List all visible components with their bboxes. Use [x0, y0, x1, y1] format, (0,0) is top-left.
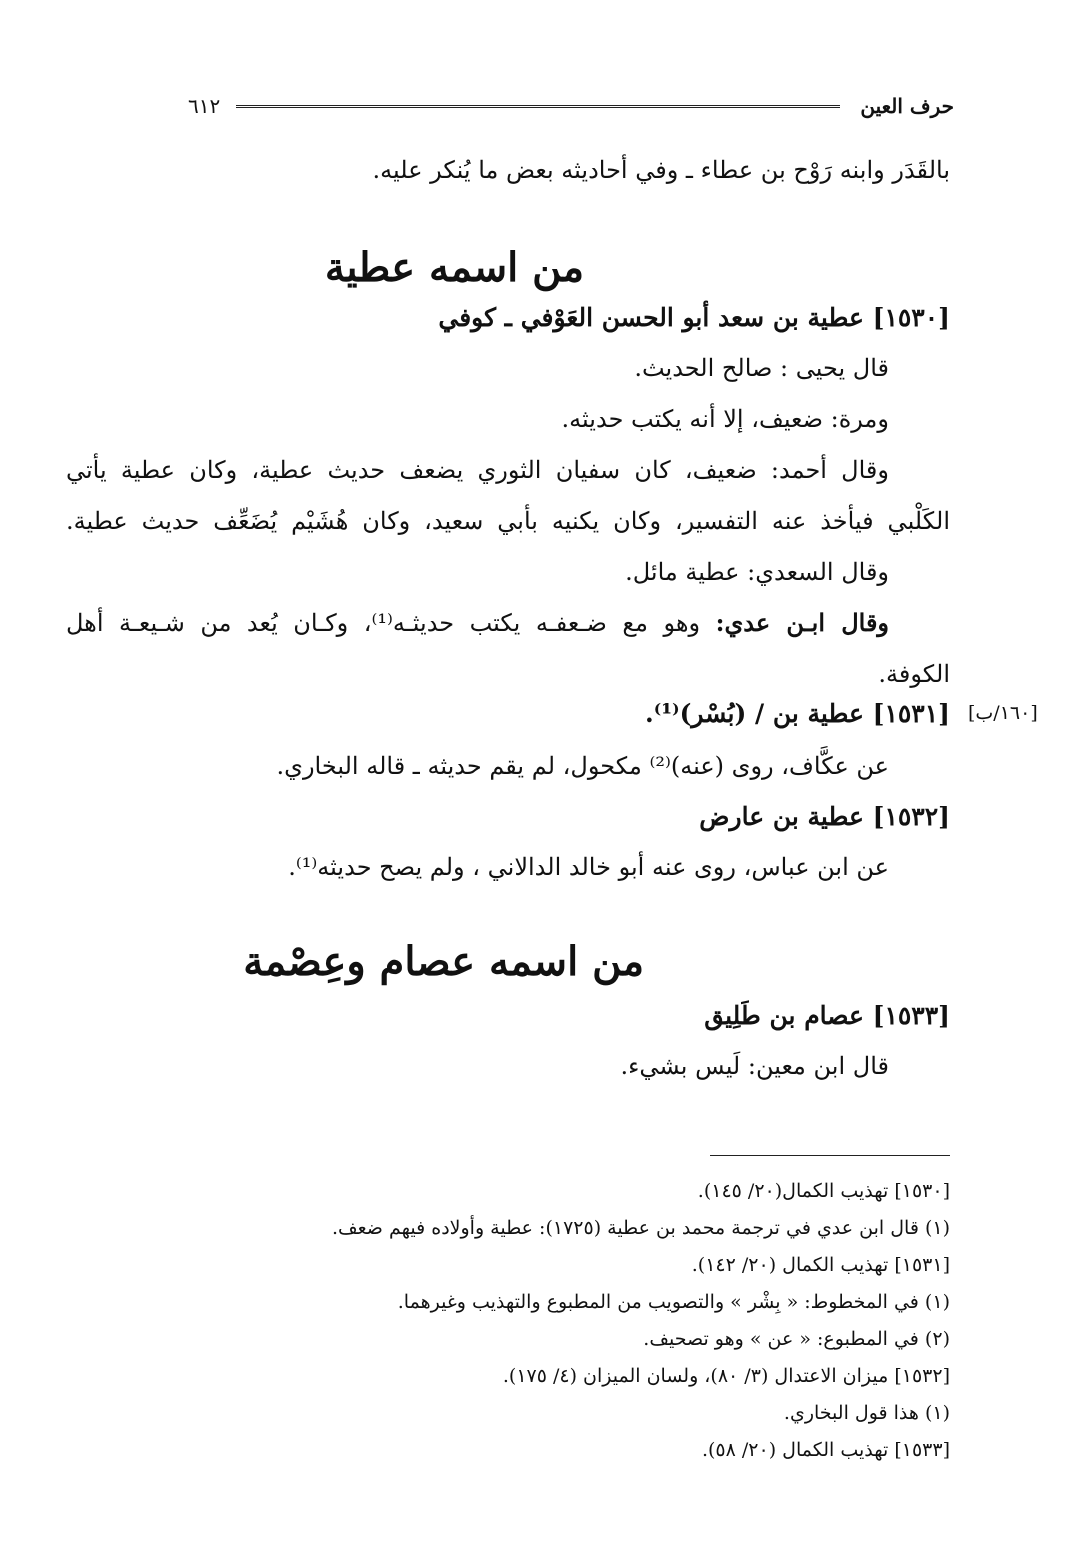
footnote: [١٥٣٣] تهذيب الكمال (٢٠/ ٥٨).	[701, 1439, 950, 1461]
section-heading: من اسمه عطية	[324, 244, 584, 291]
entry-heading: [١٥٣٣] عصام بن طَلِيق	[704, 1001, 950, 1030]
body-text: وهو مع ضـعفـه يكتب حديثـه⁽¹⁾، وكـان يُعد من شـيعـة أهل	[66, 609, 716, 637]
footnote: [١٥٣٠] تهذيب الكمال(٢٠/ ١٤٥).	[697, 1180, 950, 1202]
speaker-label: وقال ابـن عدي:	[715, 608, 890, 637]
body-line: الكوفة.	[878, 660, 950, 688]
body-line: وقال أحمد: ضعيف، كان سفيان الثوري يضعف حديث عطية، وكان عطية يأتي	[66, 456, 889, 484]
body-line: قال يحيى : صالح الحديث.	[634, 354, 889, 382]
body-line: قال ابن معين: لَيس بشيء.	[620, 1052, 889, 1080]
footnote: (١) قال ابن عدي في ترجمة محمد بن عطية (١٧٢٥): عطية وأولاده فيهم ضعف.	[331, 1217, 950, 1239]
body-line: عن ابن عباس، روى عنه أبو خالد الدالاني ، ولم يصح حديثه⁽¹⁾.	[288, 853, 889, 881]
page-number: ٦١٢	[188, 92, 228, 120]
body-line: ومرة: ضعيف، إلا أنه يكتب حديثه.	[561, 405, 889, 433]
running-header	[188, 92, 954, 120]
body-line: الكَلْبي فيأخذ عنه التفسير، وكان يكنيه بأبي سعيد، وكان هُشَيْم يُضَعِّف حديث عطية.	[66, 507, 950, 535]
footnote: (٢) في المطبوع: « عن » وهو تصحيف.	[643, 1328, 950, 1350]
manuscript-folio-ref: [١٦٠/ب]	[968, 702, 1038, 724]
body-line: عن عكَّاف، روى (عنه)⁽²⁾ مكحول، لم يقم حديثه ـ قاله البخاري.	[276, 752, 889, 780]
body-line: وقال السعدي: عطية مائل.	[625, 558, 889, 586]
footnote: [١٥٣١] تهذيب الكمال (٢٠/ ١٤٢).	[691, 1254, 950, 1276]
section-title: حرف العين	[852, 92, 954, 120]
footnote: (١) هذا قول البخاري.	[783, 1402, 950, 1424]
footnote-rule	[710, 1155, 950, 1156]
entry-heading: [١٥٣٠] عطية بن سعد أبو الحسن العَوْفي ـ كوفي	[438, 303, 950, 332]
footnote: (١) في المخطوط: « بِشْر » والتصويب من المطبوع والتهذيب وغيرهما.	[397, 1291, 950, 1313]
body-line: بالقَدَر وابنه رَوْح بن عطاء ـ وفي أحاديثه بعض ما يُنكر عليه.	[372, 156, 950, 184]
header-rule	[236, 105, 840, 108]
entry-heading: [١٥٣٢] عطية بن عارض	[699, 802, 950, 831]
section-heading: من اسمه عصام وعِصْمة	[243, 938, 644, 985]
entry-heading: [١٥٣١] عطية بن / (بُسْر)⁽¹⁾.	[645, 699, 950, 728]
footnote: [١٥٣٢] ميزان الاعتدال (٣/ ٨٠)، ولسان الميزان (٤/ ١٧٥).	[502, 1365, 950, 1387]
body-line	[66, 603, 889, 643]
